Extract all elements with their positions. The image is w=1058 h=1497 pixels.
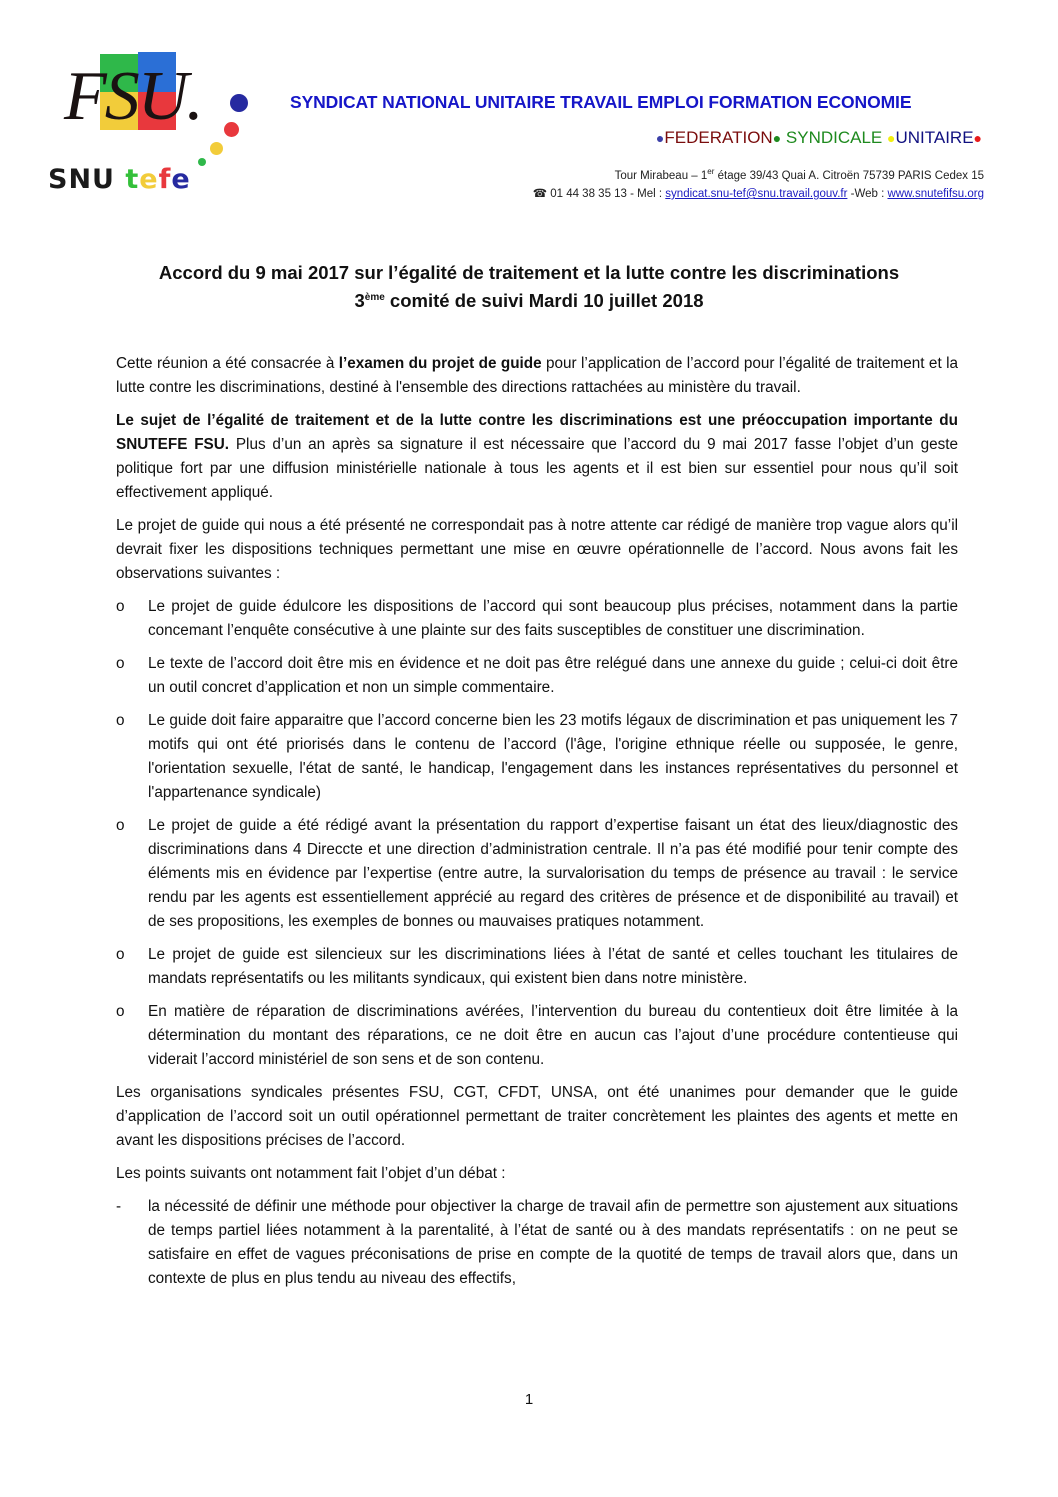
list-item: - la nécessité de définir une méthode pour objectiver la charge de travail afin de permettre son ajustement aux situations de temps partiel liées notamment à la parentalité, à l’état de santé ou à des mandats représentatifs : on ne peut se satisfaire en effet de vagues préconisations de prise en compte de la quotité de temps de travail alors que, dans un contexte de plus en plus tendu au niveau des effectifs, (116, 1195, 958, 1291)
phone-icon: ☎ (532, 188, 548, 200)
page-number: 1 (524, 1391, 534, 1408)
email-link[interactable]: syndicat.snu-tef@snu.travail.gouv.fr (665, 188, 848, 200)
list-item: o Le texte de l’accord doit être mis en évidence et ne doit pas être relégué dans une annexe du guide ; celui-ci doit être un outil concret d’application et non un simple commentaire. (116, 652, 958, 700)
logo-snutefe-text (48, 166, 191, 193)
fsu-snutefe-logo (44, 46, 274, 206)
circle-bullet-icon: o (116, 712, 125, 729)
list-item: o Le projet de guide est silencieux sur les discriminations liées à l’état de santé et celles touchant les titulaires de mandats représentatifs ou les militants syndicaux, qui existent bien dans notre ministère. (116, 943, 958, 991)
green-dot-icon: ● (772, 130, 782, 146)
logo-green-dot (198, 158, 206, 166)
dash-bullet-icon: - (116, 1198, 122, 1215)
logo-snu: SNU (48, 164, 115, 195)
phone-number: 01 44 38 35 13 - Mel : (547, 188, 666, 200)
circle-bullet-icon: o (116, 598, 125, 615)
paragraph-intro: Cette réunion a été consacrée à l’examen du projet de guide pour l’application de l’accord pour l’égalité de traitement et la lutte contre les discriminations, destiné à l'ensemble des directions rattachées au ministère du travail. (116, 355, 958, 396)
list-item: o En matière de réparation de discriminations avérées, l’intervention du bureau du contentieux doit être limitée à la détermination du montant des réparations, ce ne doit être en aucun cas l’ajout d’une procédure contentieuse qui viderait l’accord ministériel de son sens et de son contenu. (116, 1000, 958, 1072)
federation-line (656, 128, 982, 148)
paragraph-debate-intro: Les points suivants ont notamment fait l’objet d’un débat : (116, 1165, 506, 1182)
list-item: o Le projet de guide a été rédigé avant la présentation du rapport d’expertise faisant un état des lieux/diagnostic des discriminations dans 4 Direccte et une direction d’administration centrale. Il n’a pas été modifié pour tenir compte des éléments mis en évidence par l’expertise (entre autre, la survalorisation du temps de présence au travail : le service rendu par les agents est essentiellement apprécié au regard des critères de présence et de disponibilité au travail) et de ses propositions, les exemples de bonnes ou mauvaises pratiques notamment. (116, 814, 958, 934)
circle-bullet-icon: o (116, 817, 125, 834)
paragraph-concern: Le sujet de l’égalité de traitement et de la lutte contre les discriminations est une préoccupation importante du SNUTEFE FSU. Plus d’un an après sa signature il est nécessaire que l’accord du 9 mai 2017 fasse l’objet d’un geste politique fort par une diffusion ministérielle nationale à tous les agents et il est bien sur essentiel pour nous qu’il soit effectivement appliqué. (116, 412, 958, 501)
document-body (116, 352, 958, 1300)
circle-bullet-icon: o (116, 946, 125, 963)
list-item: o Le guide doit faire apparaitre que l’accord concerne bien les 23 motifs légaux de discrimination et pas uniquement les 7 motifs qui ont été priorisés dans le contenu de l’accord (l'âge, l'origine ethnique réelle ou supposée, le genre, l'orientation sexuelle, l'état de santé, le handicap, l'engagement dans les instances représentatives du personnel et l'appartenance syndicale) (116, 709, 958, 805)
logo-red-dot (224, 122, 239, 137)
observations-list (116, 595, 958, 1072)
document-title-line-1: Accord du 9 mai 2017 sur l’égalité de traitement et la lutte contre les discriminations (158, 262, 900, 283)
logo-tefe: tefe (125, 164, 191, 195)
unitaire-word: UNITAIRE (895, 128, 974, 147)
blue-dot-icon: ● (655, 130, 665, 146)
red-dot-icon: ● (973, 130, 982, 146)
federation-word: FEDERATION (664, 128, 773, 147)
circle-bullet-icon: o (116, 1003, 125, 1020)
logo-yellow-dot (210, 142, 223, 155)
circle-bullet-icon: o (116, 655, 125, 672)
org-title: SYNDICAT NATIONAL UNITAIRE TRAVAIL EMPLOI FORMATION ECONOMIE (290, 92, 912, 112)
debate-list (116, 1195, 958, 1291)
yellow-dot-icon: ● (886, 130, 896, 146)
paragraph-guide-project: Le projet de guide qui nous a été présenté ne correspondait pas à notre attente car rédigé de manière trop vague alors qu’il devrait fixer les dispositions techniques permettant une mise en œuvre opérationnelle de l’accord. Nous avons fait les observations suivantes : (116, 517, 958, 582)
paragraph-unions: Les organisations syndicales présentes FSU, CGT, CFDT, UNSA, ont été unanimes pour demander que le guide d’application de l’accord soit un outil opérationnel permettant de traiter concrètement les plaintes des agents et mette en avant les dispositions précises de l’accord. (116, 1084, 958, 1149)
list-item: o Le projet de guide édulcore les dispositions de l’accord qui sont beaucoup plus précises, notamment dans la partie concemant l’enquête consécutive à une plainte sur des faits susceptibles de constituer une discrimination. (116, 595, 958, 643)
syndicale-word: SYNDICALE (781, 128, 887, 147)
logo-fsu-text: FSU. (64, 58, 202, 135)
logo-navy-dot (230, 94, 248, 112)
website-link[interactable]: www.snutefifsu.org (887, 188, 984, 200)
contact-line: ☎ 01 44 38 35 13 - Mel : syndicat.snu-tef@snu.travail.gouv.fr -Web : www.snutefifsu.org (532, 188, 984, 200)
address-line: Tour Mirabeau – 1er étage 39/43 Quai A. Citroën 75739 PARIS Cedex 15 (614, 167, 984, 182)
document-title-line-2: 3ème comité de suivi Mardi 10 juillet 2018 (354, 290, 704, 311)
